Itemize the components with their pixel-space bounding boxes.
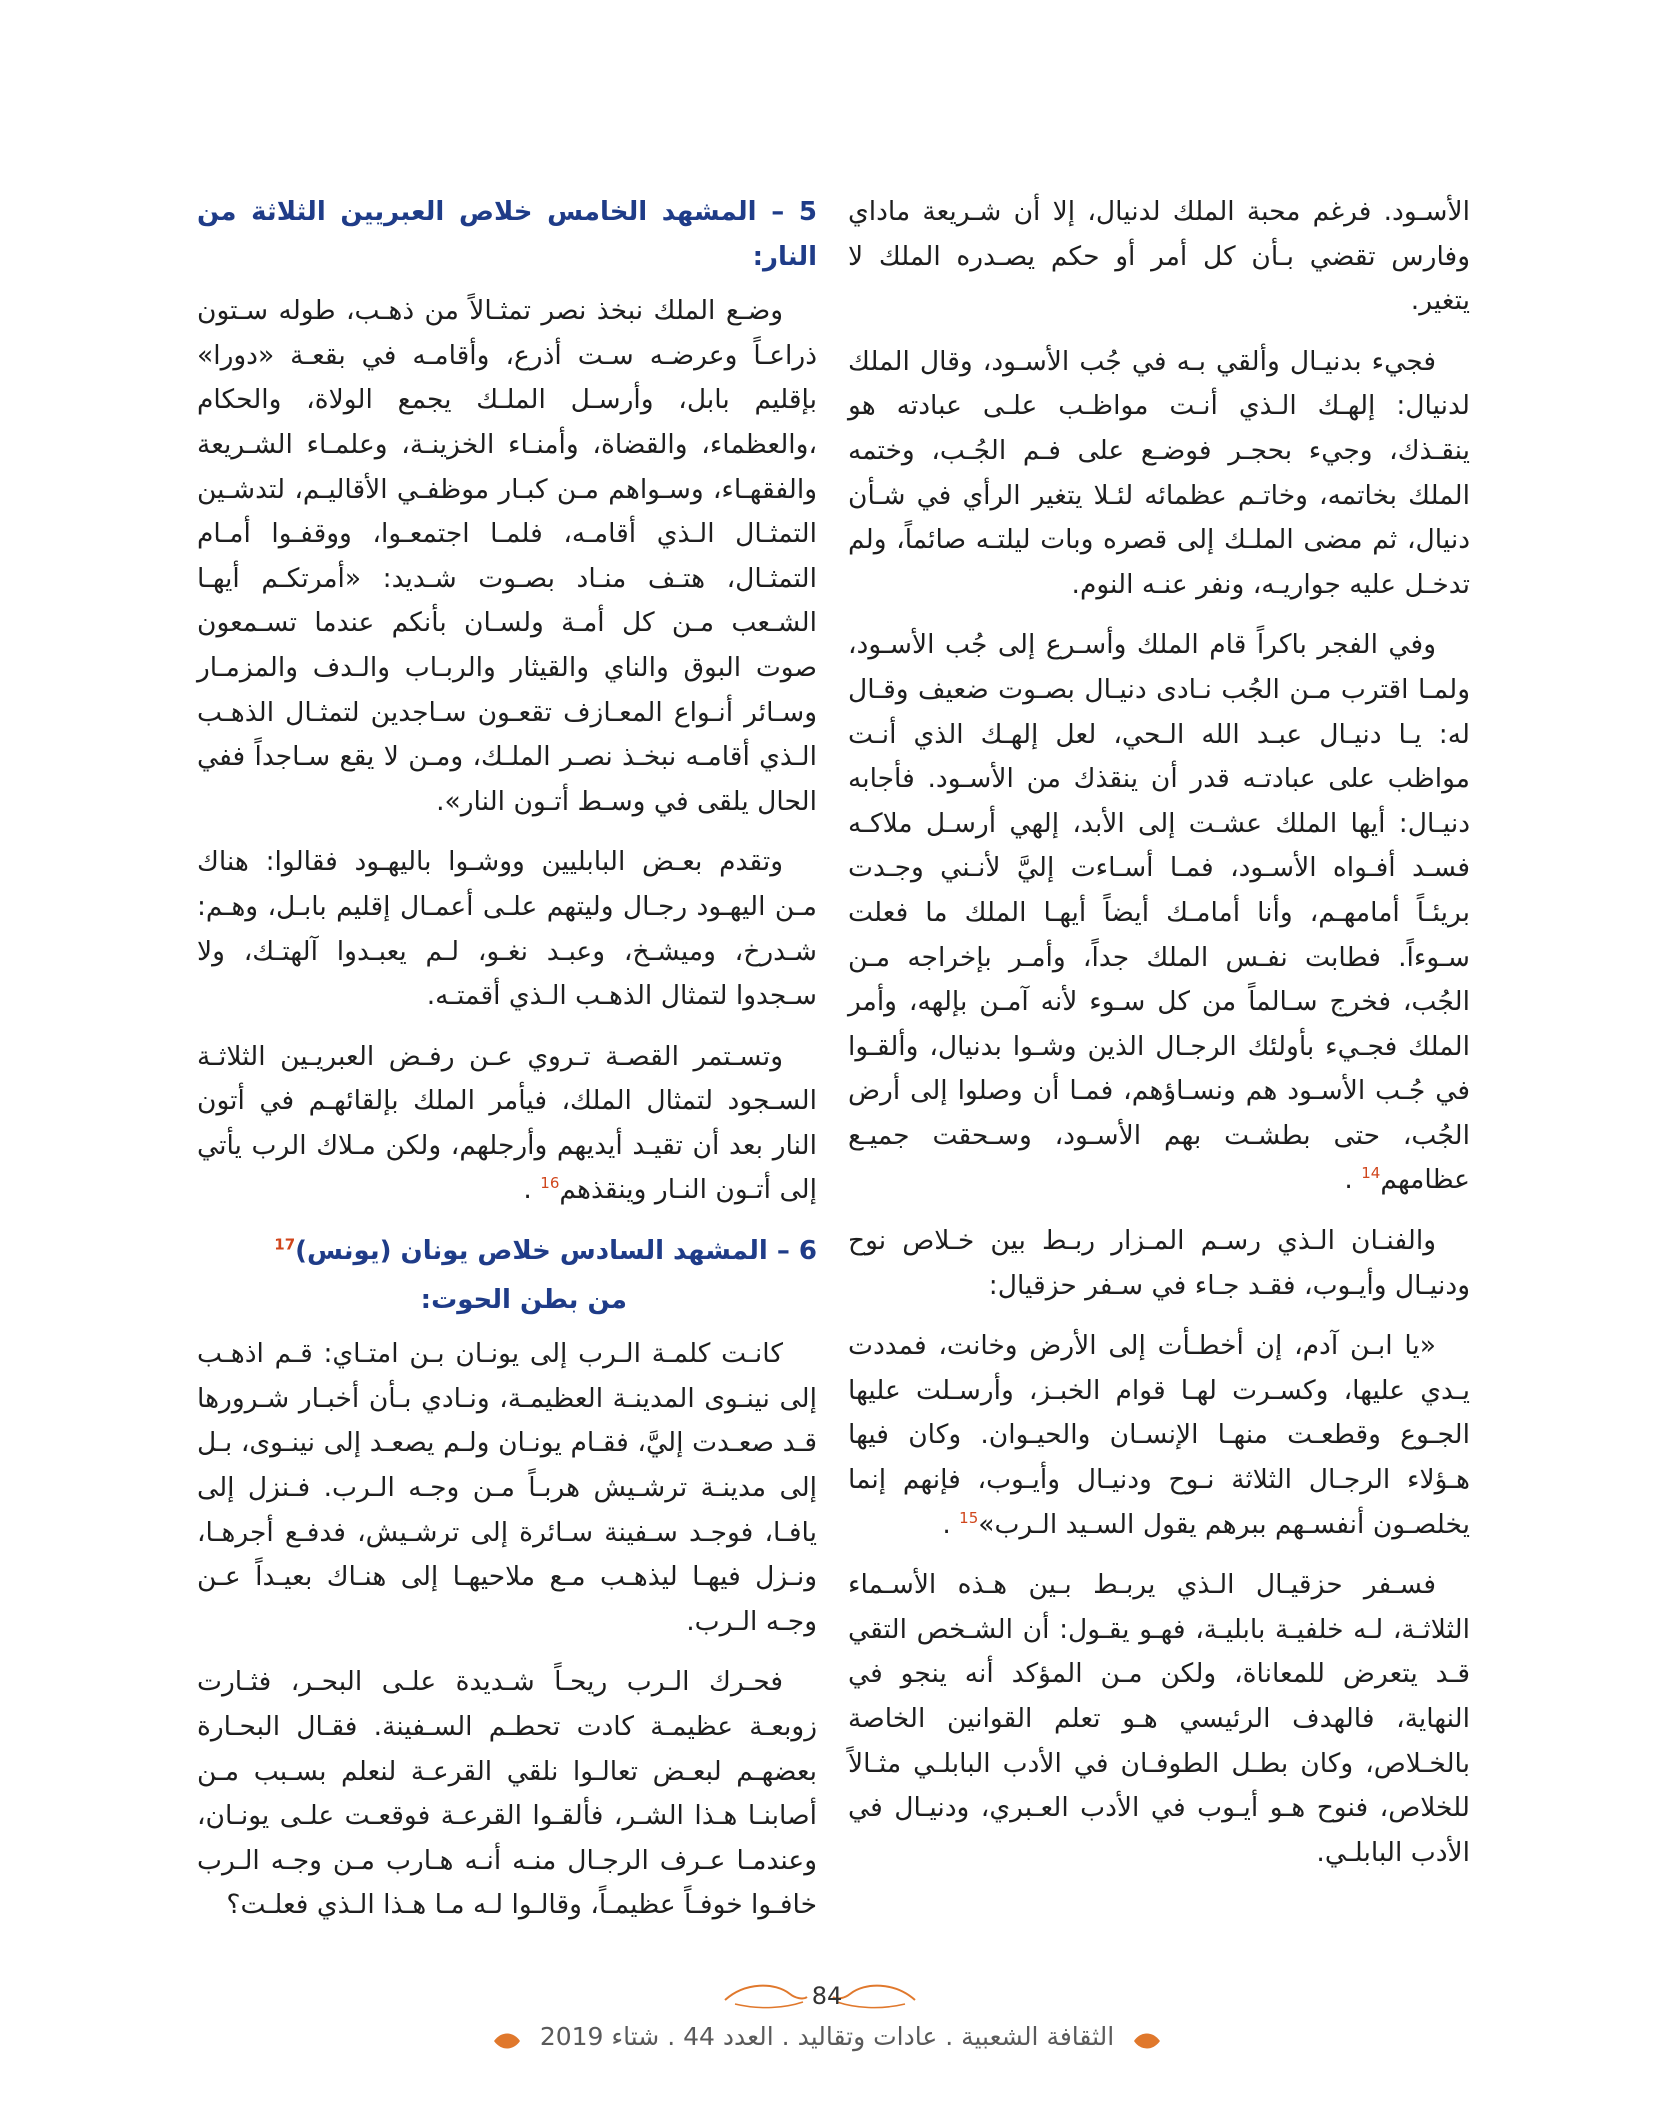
- publication-line: الثقافة الشعبية . عادات وتقاليد . العدد 44 . شتاء 2019: [539, 2022, 1115, 2051]
- section-6-subheading: من بطن الحوت:: [420, 1284, 627, 1315]
- paragraph-text: وضـع الملك نبخذ نصر تمثـالاً من ذهـب، طوله سـتون ذراعـاً وعرضـه سـت أذرع، وأقامـه في بقعـة «دورا» بإقليم بابل، وأرسـل الملـك يجمع الولاة، والحكام ،والعظماء، والقضاة، وأمنـاء الخزينـة، وعلمـاء الشـريعة والفقهـاء، وسـواهم مـن كبـار موظفـي الأقاليـم، لتدشـين التمثـال الـذي أقامـه، فلمـا اجتمعـوا، ووقفـوا أمـام التمثـال، هتـف منـاد بصـوت شـديد: «أمرتكـم أيهـا الشـعب مـن كل أمـة ولسـان بأنكم عندما تسـمعون صوت البوق والناي والقيثار والربـاب والـدف والمزمـار وسـائر أنـواع المعـازف تقعـون سـاجدين لتمثـال الذهـب الـذي أقامـه نبخـذ نصـر الملـك، ومـن لا يقع سـاجداً ففي الحال يلقى في وسـط أتـون النار».: [197, 295, 817, 817]
- paragraph-text: والفنـان الـذي رسـم المـزار ربـط بين خـلاص نوح ودنيـال وأيـوب، فقـد جـاء في سـفر حزقيال:: [848, 1225, 1470, 1301]
- paragraph-text: «يا ابـن آدم، إن أخطـأت إلى الأرض وخانت، فمددت يـدي عليها، وكسـرت لهـا قوام الخبـز، وأرسـلت عليها الجـوع وقطعـت منهـا الإنسـان والحيـوان. وكان فيها هـؤلاء الرجـال الثلاثة نـوح ودنيـال وأيـوب، فإنهم إنما يخلصـون أنفسـهم ببرهم يقول السـيد الـرب»: [848, 1330, 1470, 1540]
- paragraph: «يا ابـن آدم، إن أخطـأت إلى الأرض وخانت، فمددت يـدي عليها، وكسـرت لهـا قوام الخبـز، وأرسـلت عليها الجـوع وقطعـت منهـا الإنسـان والحيـوان. وكان فيها هـؤلاء الرجـال الثلاثة نـوح ودنيـال وأيـوب، فإنهم إنما يخلصـون أنفسـهم ببرهم يقول السـيد الـرب»$^{15}$ .: [848, 1330, 1470, 1540]
- page-footer: [0, 1980, 1654, 2090]
- paragraph: [197, 1660, 817, 1928]
- paragraph: [197, 1332, 817, 1644]
- right-column: [848, 190, 1470, 1891]
- footnote-marker: 17: [274, 1235, 296, 1254]
- page-number: 84: [811, 1982, 843, 2010]
- paragraph: [848, 190, 1470, 324]
- paragraph: [197, 289, 817, 824]
- section-6-title: 6 – المشهد السادس خلاص يونان (يونس): [295, 1236, 817, 1267]
- paragraph: [848, 1219, 1470, 1308]
- section-5-heading: 5 – المشهد الخامس خلاص العبريين الثلاثة من النار:: [197, 197, 817, 272]
- paragraph-text: وتقدم بعـض البابليين ووشـوا باليهـود فقالوا: هناك مـن اليهـود رجـال وليتهم علـى أعمـال إقليم بابـل، وهـم: شـدرخ، وميشـخ، وعبـد نغـو، لـم يعبـدوا آلهتـك، ولا سـجدوا لتمثال الذهـب الـذي أقمتـه.: [197, 846, 817, 1012]
- paragraph-text: وتسـتمر القصـة تـروي عـن رفـض العبريـين الثلاثـة السـجود لتمثال الملك، فيأمر الملك بإلقائهـم في أتون النار بعد أن تقيـد أيديهم وأرجلهم، ولكن مـلاك الرب يأتي إلى أتـون النـار وينقذهم: [197, 1040, 817, 1206]
- footnote-marker: 15: [959, 1508, 979, 1527]
- leaf-ornament-icon: [1132, 2030, 1162, 2052]
- paragraph-text: الأسـود. فرغم محبة الملك لدنيال، إلا أن شـريعة ماداي وفارس تقضي بـأن كل أمر أو حكم يصـدره الملك لا يتغير.: [848, 196, 1470, 317]
- left-column: [197, 190, 817, 1944]
- paragraph: [197, 840, 817, 1018]
- paragraph: وتسـتمر القصـة تـروي عـن رفـض العبريـين الثلاثـة السـجود لتمثال الملك، فيأمر الملك بإلقائهـم في أتون النار بعد أن تقيـد أيديهم وأرجلهم، ولكن مـلاك الرب يأتي إلى أتـون النـار وينقذهم$^{16}$ .: [197, 1040, 817, 1206]
- paragraph: [848, 340, 1470, 608]
- section-6-heading: [197, 1229, 817, 1274]
- footnote-marker: 16: [540, 1174, 560, 1193]
- paragraph-text: وفي الفجر باكراً قام الملك وأسـرع إلى جُب الأسـود، ولمـا اقترب مـن الجُب نـادى دنيـال بصـوت ضعيف وقـال له: يـا دنيـال عبـد الله الـحي، لعل إلهـك الذي أنـت مواظب على عبادتـه قدر أن ينقذك من الأسـود. فأجابه دنيـال: أيها الملك عشـت إلى الأبد، إلهي أرسـل ملاكـه فسـد أفـواه الأسـود، فمـا أسـاءت إليَّ لأنـني وجـدت بريئـاً أمامهـم، وأنا أمامـك أيضاً أيهـا الملك ما فعلت سـوءاً. فطابت نفـس الملك جداً، وأمـر بإخراجه مـن الجُب، فخرج سـالماً من كل سـوء لأنه آمـن بإلهه، وأمر الملك فجـيء بأولئك الرجـال الذين وشـوا بدنيال، وألقـوا في جُـب الأسـود هم ونسـاؤهم، فمـا أن وصلوا إلى أرض الجُب، حتى بطشـت بهم الأسـود، وسـحقت جميـع عظامهم: [848, 629, 1470, 1196]
- paragraph-text: فحـرك الـرب ريحـاً شـديدة علـى البحـر، فثـارت زوبعـة عظيمـة كادت تحطـم السـفينة. فقـال البحـارة بعضهـم لبعـض تعالـوا نلقي القرعـة لنعلم بسـبب مـن أصابنـا هـذا الشـر، فألقـوا القرعـة فوقعـت علـى يونـان، وعندمـا عـرف الرجـال منـه أنـه هـارب مـن وجـه الـرب خافـوا خوفـاً عظيمـاً، وقالـوا لـه مـا هـذا الـذي فعلـت؟: [197, 1666, 817, 1921]
- section-6-body: [197, 1332, 817, 1928]
- paragraph-text: كانـت كلمـة الـرب إلى يونـان بـن امتـاي: قـم اذهـب إلى نينـوى المدينـة العظيمـة، ونـادي بـأن أخبـار شـرورها قـد صعـدت إليَّ، فقـام يونـان ولـم يصعـد إلى نينـوى، بـل إلى مدينـة ترشـيش هربـاً مـن وجـه الـرب. فـنزل إلى يافـا، فوجـد سـفينة سـائرة إلى ترشـيش، فدفـع أجرهـا، ونـزل فيهـا ليذهـب مـع ملاحيهـا إلى هنـاك بعيـداً عـن وجـه الـرب.: [197, 1338, 817, 1637]
- paragraph: وفي الفجر باكراً قام الملك وأسـرع إلى جُب الأسـود، ولمـا اقترب مـن الجُب نـادى دنيـال بصـوت ضعيف وقـال له: يـا دنيـال عبـد الله الـحي، لعل إلهـك الذي أنـت مواظب على عبادتـه قدر أن ينقذك من الأسـود. فأجابه دنيـال: أيها الملك عشـت إلى الأبد، إلهي أرسـل ملاكـه فسـد أفـواه الأسـود، فمـا أسـاءت إليَّ لأنـني وجـدت بريئـاً أمامهـم، وأنا أمامـك أيضاً أيهـا الملك ما فعلت سـوءاً. فطابت نفـس الملك جداً، وأمـر بإخراجه مـن الجُب، فخرج سـالماً من كل سـوء لأنه آمـن بإلهه، وأمر الملك فجـيء بأولئك الرجـال الذين وشـوا بدنيال، وألقـوا في جُـب الأسـود هم ونسـاؤهم، فمـا أن وصلوا إلى أرض الجُب، حتى بطشـت بهم الأسـود، وسـحقت جميـع عظامهم$^{14}$ .: [848, 629, 1470, 1196]
- paragraph-text: فجيء بدنيـال وألقي بـه في جُب الأسـود، وقال الملك لدنيال: إلهـك الـذي أنـت مواظـب علـى عبادته هو ينقـذك، وجيء بحجـر فوضـع على فـم الجُـب، وختمه الملك بخاتمه، وخاتـم عظمائه لئـلا يتغير الرأي في شـأن دنيال، ثم مضى الملـك إلى قصره وبات ليلتـه صائماً، ولم تدخـل عليه جواريـه، ونفر عنـه النوم.: [848, 345, 1470, 600]
- footnote-marker: 14: [1361, 1164, 1381, 1183]
- section-5-body: [197, 289, 817, 1213]
- paragraph-text: فسـفر حزقيـال الـذي يربـط بـين هـذه الأسـماء الثلاثـة، لـه خلفيـة بابليـة، فهـو يقـول: أن الشـخص التقي قـد يتعرض للمعاناة، ولكن مـن المؤكد أنه ينجو في النهاية، فالهدف الرئيسي هـو تعلم القوانين الخاصة بالخـلاص، وكان بطـل الطوفـان في الأدب البابلـي مثـالاً للخلاص، فنوح هـو أيـوب في الأدب العـبري، ودنيـال في الأدب البابلـي.: [848, 1569, 1470, 1868]
- paragraph: [848, 1563, 1470, 1875]
